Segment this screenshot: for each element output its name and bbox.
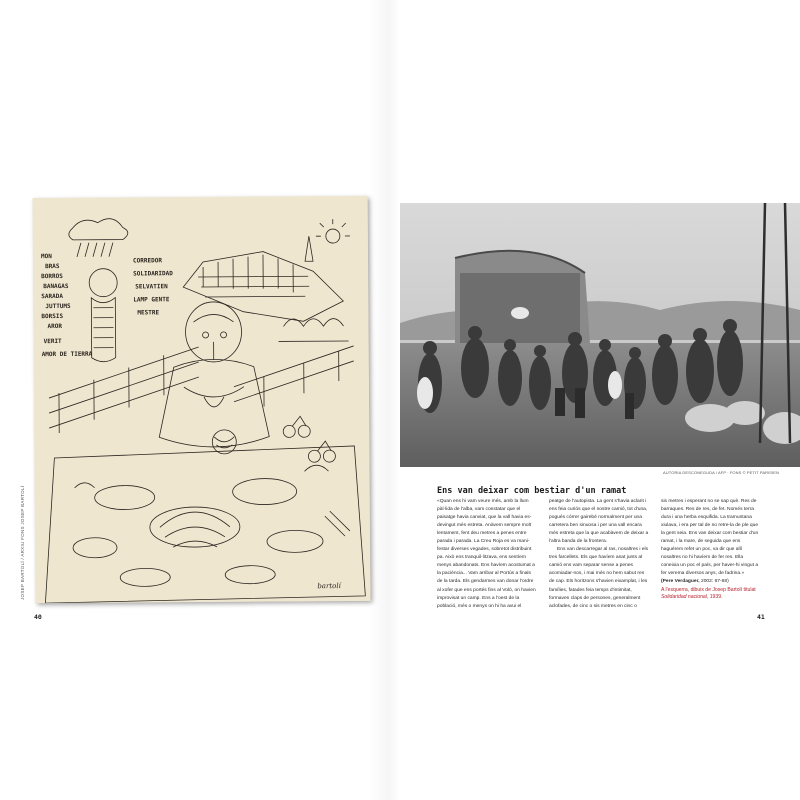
- svg-text:BANAGAS: BANAGAS: [43, 282, 69, 291]
- page-number-right: 41: [757, 613, 765, 621]
- illustration-drawing: [33, 196, 371, 603]
- svg-text:SARADA: SARADA: [41, 292, 63, 301]
- svg-text:MESTRE: MESTRE: [137, 309, 160, 317]
- text-column-2: [549, 498, 649, 611]
- svg-text:BORSIS: BORSIS: [41, 312, 64, 321]
- svg-text:VERIT: VERIT: [43, 337, 62, 346]
- svg-text:SOLIDARIDAD: SOLIDARIDAD: [133, 270, 173, 278]
- drawing-caption: [661, 587, 761, 601]
- article-title: Ens van deixar com bestiar d'un ramat: [437, 486, 627, 496]
- gutter-shadow: [370, 0, 400, 800]
- svg-text:AMOR DE TIERRA: AMOR DE TIERRA: [41, 350, 93, 359]
- photo-credit: AUTORIA DESCONEGUDA / AFP · FONS © PETIT PARISIEN: [663, 470, 780, 475]
- photo-image: [400, 203, 800, 467]
- svg-text:LAMP GENTE: LAMP GENTE: [133, 296, 170, 304]
- page-number-left: 40: [34, 613, 42, 621]
- column-3-text: [661, 498, 761, 587]
- drawing-sketch: [33, 196, 371, 603]
- column-3-body: sis metres i esperant no se sap què. Res de barraques. Res de res, de fet. Només terra dura i una herba esquifida. La tramuntana xiulava, i era per tal de no retre-la de ple que la gent seia. Ens van deixar com bestiar d'un ramat, i la mare, de seguida que ens haguérem refet un poc, va dir que allí nosaltres no hi havíem de fer res. Ella coneixia un poc el país, per haver-hi vingut a fer verema diversos anys, de fadrina.»: [661, 499, 759, 577]
- svg-text:CORREDOR: CORREDOR: [133, 257, 162, 265]
- caption-text: A l'esquerra, dibuix de Josep Bartolí titulat: [661, 587, 756, 593]
- quote-author: (Pere Verdaguer,: [661, 579, 700, 585]
- svg-text:SELVATIEN: SELVATIEN: [135, 283, 168, 291]
- quote-reference: 2002: 67-68): [699, 579, 729, 585]
- drawing-side-credit: JOSEP BARTOLÍ / ARXIU FONS JOSEP BARTOLÍ: [20, 485, 25, 600]
- svg-text:AROR: AROR: [47, 322, 62, 331]
- caption-year: , 1939.: [706, 594, 723, 600]
- svg-text:BORROS: BORROS: [41, 272, 63, 281]
- svg-text:MON: MON: [40, 253, 52, 261]
- column-2-paragraph-2: Ens van descarregar al ras, nosaltres i els tres farcellets. Els que havíem anat junts al camió ens vam separar sense a penes acomiadar-nos, i mai més no hem sabut res de cap. Els horitzons s'havien eixamplat, i les famílies, fatades feia temps d'intimitat, formaven claps de persones, generalment aclofades, de cinc o sis metres en cinc o: [549, 547, 649, 609]
- column-1-text: «Quan ens hi vam veure més, amb la llum pàl·lida de l'alba, vam constatar que el paisatge havia canviat, que la vall havia esdevingut més estreta. Anàvem sempre molt lentament, fent deu metres a penes entre parada i parada. La Creu Roja es va manifestar diverses vegades, sobretot distribuint pa. Això ens tranquil·litzava, ens sentíem menys abandonats. Ens havíem acostumat a la paciència... Vam arribar al Portús a finals de la tarda. Els gendarmes van donar l'ordre al xofer que ens portés fins al Voló, on havien improvisat un camp. Ens a l'oest de la població, més o menys on hi ha avui el: [437, 499, 536, 609]
- text-column-1: [437, 498, 537, 611]
- svg-text:JUTTUMS: JUTTUMS: [45, 302, 71, 311]
- text-column-3: [661, 498, 761, 587]
- caption-title: Solidaridad nacional: [661, 594, 707, 600]
- drawing-signature: bartolí: [317, 582, 341, 591]
- historic-photo: [400, 203, 800, 467]
- column-2-paragraph-1: peatge de l'autopista. La gent s'havia aclarit i ens feia curiós que el nostre camió, tot d'una, pogués córrer gairebé normalment per una carretera ben sinuosa i per una vall encara més estreta que la que acabàvem de deixar a l'altra banda de la frontera.: [549, 499, 649, 545]
- svg-text:BRAS: BRAS: [45, 262, 60, 271]
